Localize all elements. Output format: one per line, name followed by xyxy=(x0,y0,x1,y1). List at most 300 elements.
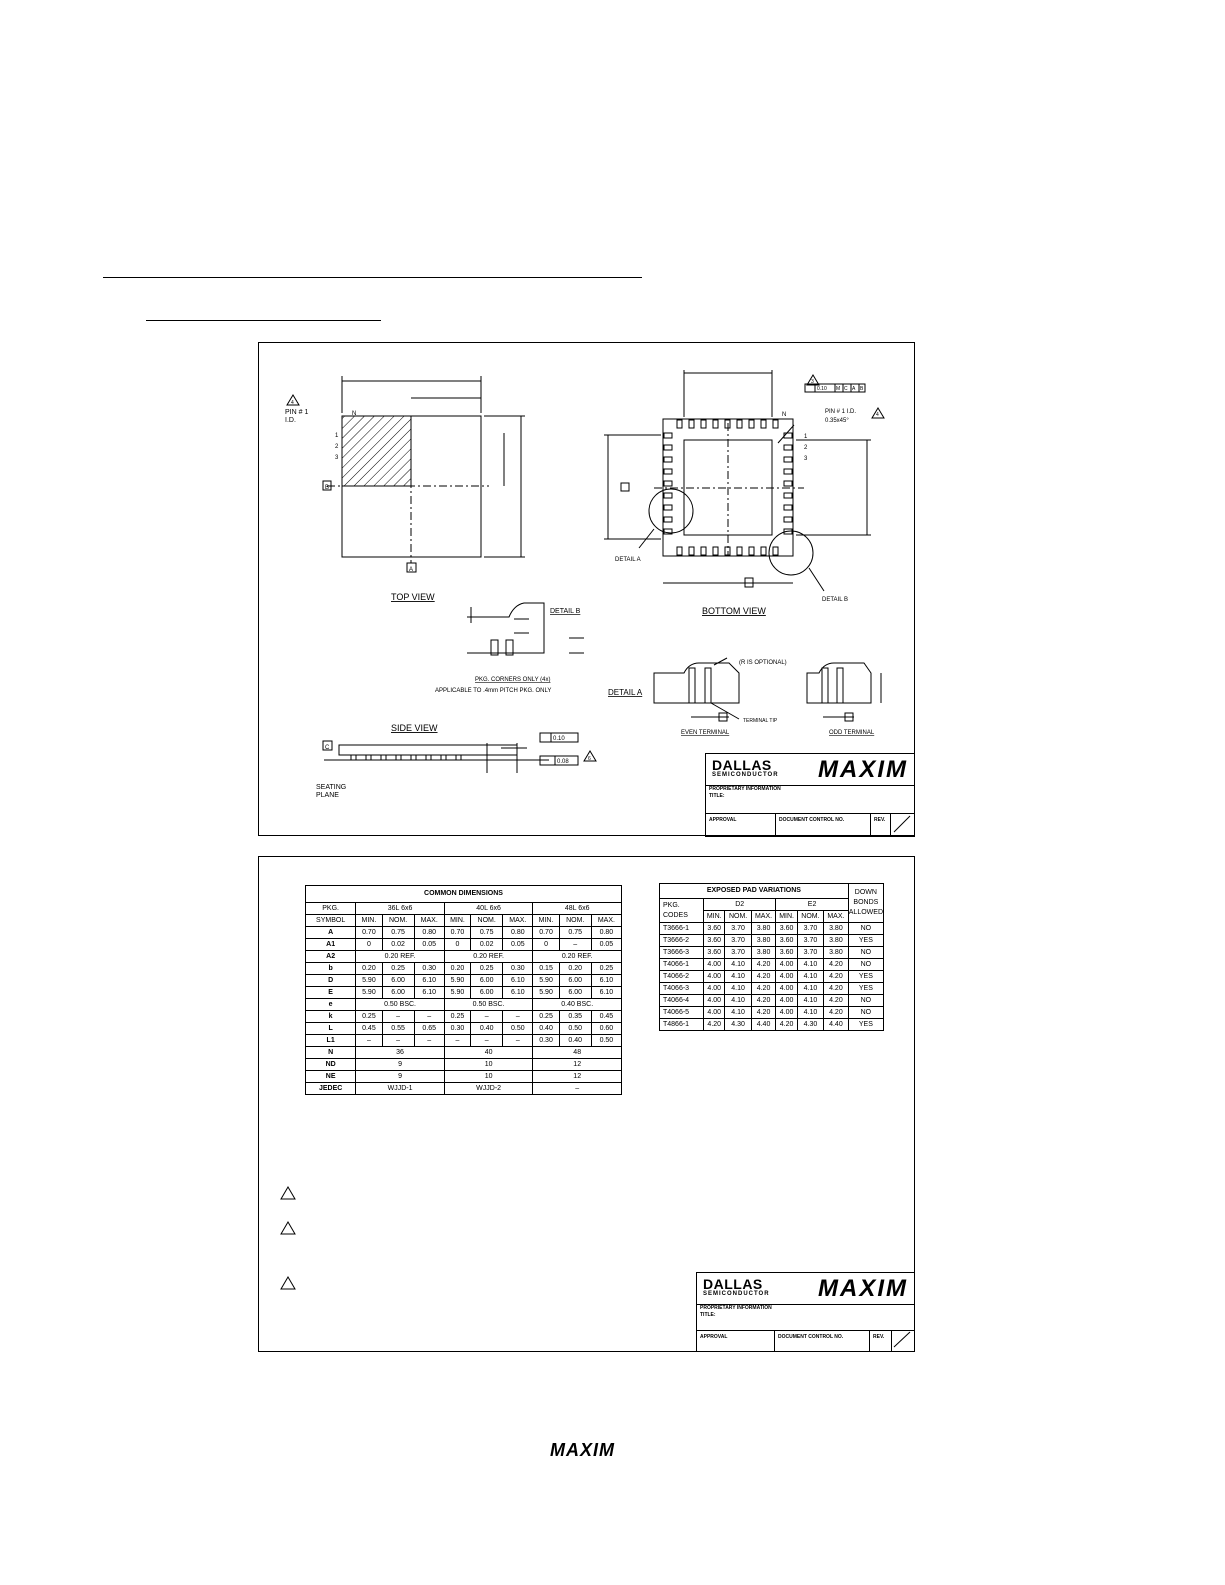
value-cell: 0.80 xyxy=(591,927,621,939)
value-cell: 4.00 xyxy=(704,971,725,983)
maxim-logo: MAXIM xyxy=(818,756,908,783)
pkg-code-cell: T4066-1 xyxy=(660,959,704,971)
fcf-value: 0.10 xyxy=(817,386,827,392)
pin-3-label: 3 xyxy=(335,455,339,461)
e2-header: E2 xyxy=(776,899,848,911)
value-cell: 4.20 xyxy=(824,971,849,983)
span-cell: 0.40 BSC. xyxy=(533,999,622,1011)
value-cell: 0.30 xyxy=(533,1035,559,1047)
value-cell: 4.20 xyxy=(824,1007,849,1019)
seating-label: SEATING xyxy=(316,784,347,791)
value-cell: – xyxy=(503,1011,533,1023)
value-cell: – xyxy=(382,1035,414,1047)
value-cell: 0.25 xyxy=(591,963,621,975)
common-dimensions-title: COMMON DIMENSIONS xyxy=(306,886,622,903)
value-cell: 3.70 xyxy=(797,947,823,959)
value-cell: 0.30 xyxy=(414,963,444,975)
value-cell: 3.60 xyxy=(704,947,725,959)
ep-sub-max: MAX. xyxy=(824,911,849,923)
drawing-panel-views xyxy=(258,342,915,836)
value-cell: – xyxy=(414,1035,444,1047)
symbol-cell: N xyxy=(306,1047,356,1059)
table-row xyxy=(306,1083,622,1095)
top-view-title: TOP VIEW xyxy=(391,592,435,602)
exposed-pad-title: EXPOSED PAD VARIATIONS xyxy=(660,884,849,899)
sub-nom: NOM. xyxy=(559,915,591,927)
note-flag-6: 6 xyxy=(588,756,591,762)
value-cell: 0.65 xyxy=(414,1023,444,1035)
pkg-code-cell: T4066-5 xyxy=(660,1007,704,1019)
ep-sub-min: MIN. xyxy=(776,911,797,923)
pin-1-label: 1 xyxy=(335,433,339,439)
approval-cell: APPROVAL xyxy=(697,1330,775,1351)
span-cell: WJJD-1 xyxy=(356,1083,445,1095)
odd-terminal-label: ODD TERMINAL xyxy=(829,730,875,736)
span-cell: 10 xyxy=(444,1059,533,1071)
symbol-cell: D xyxy=(306,975,356,987)
span-cell: WJJD-2 xyxy=(444,1083,533,1095)
flat-tol: 0.08 xyxy=(557,759,569,765)
value-cell: 0.55 xyxy=(382,1023,414,1035)
value-cell: 4.00 xyxy=(776,983,797,995)
pin-2-label: 2 xyxy=(335,444,339,450)
sub-max: MAX. xyxy=(591,915,621,927)
value-cell: 4.30 xyxy=(725,1019,751,1031)
ep-sub-max: MAX. xyxy=(751,911,776,923)
value-cell: 0 xyxy=(356,939,382,951)
down-bond-cell: NO xyxy=(848,947,883,959)
sub-nom: NOM. xyxy=(471,915,503,927)
sub-max: MAX. xyxy=(503,915,533,927)
pkg-codes-header: PKG. CODES xyxy=(660,899,704,923)
table-row xyxy=(306,1047,622,1059)
bottom-view-title: BOTTOM VIEW xyxy=(702,606,766,616)
value-cell: 0.40 xyxy=(471,1023,503,1035)
table-row xyxy=(306,927,622,939)
value-cell: – xyxy=(503,1035,533,1047)
value-cell: 4.20 xyxy=(704,1019,725,1031)
title-block-header xyxy=(706,754,914,786)
side-view-title: SIDE VIEW xyxy=(391,723,438,733)
title-block-1 xyxy=(705,753,915,837)
span-cell: 0.50 BSC. xyxy=(356,999,445,1011)
pkg-code-cell: T3666-1 xyxy=(660,923,704,935)
value-cell: 6.10 xyxy=(414,975,444,987)
value-cell: 0.30 xyxy=(503,963,533,975)
value-cell: 5.90 xyxy=(533,975,559,987)
span-cell: 12 xyxy=(533,1071,622,1083)
value-cell: 0.70 xyxy=(533,927,559,939)
value-cell: 3.80 xyxy=(751,923,776,935)
value-cell: 0.15 xyxy=(533,963,559,975)
value-cell: 3.80 xyxy=(824,923,849,935)
value-cell: 0 xyxy=(444,939,470,951)
common-dimensions-table xyxy=(305,885,622,1095)
value-cell: 4.00 xyxy=(704,959,725,971)
value-cell: 4.40 xyxy=(824,1019,849,1031)
value-cell: 6.00 xyxy=(559,987,591,999)
title-label: TITLE: xyxy=(700,1312,716,1318)
table-row xyxy=(660,971,884,983)
dallas-brand: DALLAS SEMICONDUCTOR xyxy=(712,757,779,778)
value-cell: – xyxy=(559,939,591,951)
value-cell: 4.10 xyxy=(797,1007,823,1019)
header-rule-2 xyxy=(146,320,381,321)
span-cell: 12 xyxy=(533,1059,622,1071)
detail-a-callout: DETAIL A xyxy=(615,557,641,563)
table-row xyxy=(660,935,884,947)
top-view xyxy=(287,376,525,572)
pkg-code-cell: T3666-2 xyxy=(660,935,704,947)
table-row xyxy=(306,963,622,975)
value-cell: 0.25 xyxy=(444,1011,470,1023)
rev-cell: REV. xyxy=(870,1330,892,1351)
even-terminal-label: EVEN TERMINAL xyxy=(681,730,730,736)
value-cell: 4.10 xyxy=(725,971,751,983)
value-cell: 0.75 xyxy=(471,927,503,939)
pkg-code-cell: T3666-3 xyxy=(660,947,704,959)
title-block-header xyxy=(697,1273,914,1305)
value-cell: 3.60 xyxy=(776,947,797,959)
down-bond-cell: NO xyxy=(848,923,883,935)
pkg-48l: 48L 6x6 xyxy=(533,903,622,915)
table-row xyxy=(306,1071,622,1083)
sub-min: MIN. xyxy=(356,915,382,927)
value-cell: 0.70 xyxy=(444,927,470,939)
symbol-cell: E xyxy=(306,987,356,999)
value-cell: 0.20 xyxy=(559,963,591,975)
value-cell: 6.10 xyxy=(503,975,533,987)
table-row xyxy=(660,959,884,971)
value-cell: 4.20 xyxy=(751,959,776,971)
value-cell: 3.70 xyxy=(797,923,823,935)
value-cell: 4.20 xyxy=(824,995,849,1007)
value-cell: 3.70 xyxy=(797,935,823,947)
pkg-code-cell: T4066-4 xyxy=(660,995,704,1007)
table-row xyxy=(306,975,622,987)
rev-cell: REV. xyxy=(871,813,891,836)
span-cell: 0.20 REF. xyxy=(533,951,622,963)
down-bond-cell: NO xyxy=(848,1007,883,1019)
pkg-code-cell: T4066-3 xyxy=(660,983,704,995)
value-cell: 0.75 xyxy=(382,927,414,939)
value-cell: – xyxy=(444,1035,470,1047)
terminal-tip-label: TERMINAL TIP xyxy=(743,718,778,724)
ep-sub-min: MIN. xyxy=(704,911,725,923)
value-cell: 0.45 xyxy=(356,1023,382,1035)
table-row xyxy=(306,1035,622,1047)
span-cell: 0.20 REF. xyxy=(444,951,533,963)
table-row xyxy=(660,1019,884,1031)
value-cell: 5.90 xyxy=(356,975,382,987)
value-cell: 6.10 xyxy=(591,987,621,999)
down-bonds-header: DOWN BONDS ALLOWED xyxy=(848,884,883,923)
table-row xyxy=(660,1007,884,1019)
value-cell: 4.00 xyxy=(776,971,797,983)
value-cell: 6.00 xyxy=(382,975,414,987)
plane-label: PLANE xyxy=(316,792,339,799)
table-row xyxy=(306,1023,622,1035)
table-row xyxy=(306,939,622,951)
value-cell: 4.20 xyxy=(751,971,776,983)
table-row xyxy=(660,983,884,995)
table-row xyxy=(660,947,884,959)
value-cell: 6.00 xyxy=(471,975,503,987)
value-cell: 0.50 xyxy=(503,1023,533,1035)
value-cell: 0.05 xyxy=(591,939,621,951)
value-cell: 4.10 xyxy=(725,983,751,995)
value-cell: 4.10 xyxy=(797,983,823,995)
datum-b-label: B xyxy=(325,485,330,491)
value-cell: 0.30 xyxy=(444,1023,470,1035)
value-cell: 6.00 xyxy=(559,975,591,987)
span-cell: 48 xyxy=(533,1047,622,1059)
value-cell: 4.00 xyxy=(704,1007,725,1019)
value-cell: 0.35 xyxy=(559,1011,591,1023)
value-cell: 4.20 xyxy=(751,983,776,995)
value-cell: 4.20 xyxy=(824,959,849,971)
pkg-36l: 36L 6x6 xyxy=(356,903,445,915)
footer-maxim-logo: MAXIM xyxy=(550,1440,615,1460)
value-cell: 0.02 xyxy=(382,939,414,951)
d2-header: D2 xyxy=(704,899,776,911)
symbol-label: SYMBOL xyxy=(306,915,356,927)
pin-1-bottom: 1 xyxy=(804,434,808,440)
down-bond-cell: YES xyxy=(848,983,883,995)
value-cell: 0.40 xyxy=(533,1023,559,1035)
pin-3-bottom: 3 xyxy=(804,456,808,462)
pin1-label-2: I.D. xyxy=(285,417,296,424)
table-row xyxy=(306,1011,622,1023)
pkg-40l: 40L 6x6 xyxy=(444,903,533,915)
value-cell: 6.00 xyxy=(471,987,503,999)
value-cell: – xyxy=(356,1035,382,1047)
symbol-cell: L xyxy=(306,1023,356,1035)
value-cell: 6.10 xyxy=(591,975,621,987)
span-cell: 36 xyxy=(356,1047,445,1059)
pin-n-label: N xyxy=(352,411,357,417)
symbol-cell: A xyxy=(306,927,356,939)
value-cell: 0.50 xyxy=(591,1035,621,1047)
exposed-pad-table xyxy=(659,883,884,1031)
value-cell: 3.70 xyxy=(725,923,751,935)
value-cell: – xyxy=(382,1011,414,1023)
approval-cell: APPROVAL xyxy=(706,813,776,836)
symbol-cell: b xyxy=(306,963,356,975)
parallel-tol: 0.10 xyxy=(553,736,565,742)
rev-slash xyxy=(892,812,912,834)
doc-control-cell: DOCUMENT CONTROL NO. xyxy=(776,813,871,836)
sub-nom: NOM. xyxy=(382,915,414,927)
value-cell: 0.05 xyxy=(414,939,444,951)
ep-sub-nom: NOM. xyxy=(797,911,823,923)
value-cell: 4.10 xyxy=(725,995,751,1007)
pkg-label: PKG. xyxy=(306,903,356,915)
value-cell: 4.10 xyxy=(725,1007,751,1019)
pin1-label: PIN # 1 xyxy=(285,409,309,416)
value-cell: 5.90 xyxy=(356,987,382,999)
title-label: TITLE: xyxy=(709,793,725,799)
value-cell: 4.10 xyxy=(797,995,823,1007)
value-cell: 4.20 xyxy=(776,1019,797,1031)
value-cell: 0.80 xyxy=(503,927,533,939)
value-cell: 0.02 xyxy=(471,939,503,951)
value-cell: 3.80 xyxy=(824,947,849,959)
value-cell: 3.80 xyxy=(751,947,776,959)
value-cell: 5.90 xyxy=(444,975,470,987)
sub-max: MAX. xyxy=(414,915,444,927)
down-bond-cell: YES xyxy=(848,1019,883,1031)
span-cell: 9 xyxy=(356,1059,445,1071)
proprietary-label: PROPRIETARY INFORMATION xyxy=(709,786,781,792)
span-cell: – xyxy=(533,1083,622,1095)
note-triangle-3 xyxy=(281,1277,295,1289)
value-cell: 0.05 xyxy=(503,939,533,951)
value-cell: 4.10 xyxy=(797,971,823,983)
table-row xyxy=(306,1059,622,1071)
title-block-2 xyxy=(696,1272,915,1352)
datum-a-label: A xyxy=(409,567,414,573)
down-bond-cell: YES xyxy=(848,935,883,947)
value-cell: 6.10 xyxy=(503,987,533,999)
down-bond-cell: NO xyxy=(848,995,883,1007)
value-cell: 4.40 xyxy=(751,1019,776,1031)
datum-c-label: C xyxy=(325,745,330,751)
pkg-corners-note: PKG. CORNERS ONLY (4x) xyxy=(475,677,551,683)
value-cell: 5.90 xyxy=(533,987,559,999)
proprietary-label: PROPRIETARY INFORMATION xyxy=(700,1305,772,1311)
header-rule-1 xyxy=(103,277,642,278)
ep-sub-nom: NOM. xyxy=(725,911,751,923)
note-flag-3: 3 xyxy=(811,379,814,385)
value-cell: 0.25 xyxy=(533,1011,559,1023)
table-row xyxy=(660,995,884,1007)
value-cell: 3.80 xyxy=(824,935,849,947)
value-cell: 4.00 xyxy=(704,983,725,995)
value-cell: 3.60 xyxy=(704,923,725,935)
pin-2-bottom: 2 xyxy=(804,445,808,451)
symbol-cell: L1 xyxy=(306,1035,356,1047)
span-cell: 9 xyxy=(356,1071,445,1083)
fcf-c: C xyxy=(844,386,848,392)
table-row xyxy=(306,999,622,1011)
symbol-cell: k xyxy=(306,1011,356,1023)
value-cell: – xyxy=(414,1011,444,1023)
detail-a-title: DETAIL A xyxy=(608,688,643,697)
fcf-m: M xyxy=(836,386,841,392)
fcf-b: B xyxy=(860,386,864,392)
value-cell: 0.80 xyxy=(414,927,444,939)
value-cell: 0.40 xyxy=(559,1035,591,1047)
chamfer-label: 0.35x45° xyxy=(825,418,849,424)
value-cell: 4.10 xyxy=(725,959,751,971)
symbol-cell: A2 xyxy=(306,951,356,963)
span-cell: 10 xyxy=(444,1071,533,1083)
maxim-logo: MAXIM xyxy=(818,1275,908,1302)
table-row xyxy=(306,951,622,963)
pkg-code-cell: T4066-2 xyxy=(660,971,704,983)
value-cell: 4.00 xyxy=(776,959,797,971)
value-cell: 0.20 xyxy=(356,963,382,975)
fcf-a: A xyxy=(852,386,856,392)
pin-n-bottom: N xyxy=(782,412,787,418)
note-triangle-1 xyxy=(281,1187,295,1199)
symbol-cell: A1 xyxy=(306,939,356,951)
value-cell: 4.20 xyxy=(751,1007,776,1019)
value-cell: 0.70 xyxy=(356,927,382,939)
value-cell: 6.00 xyxy=(382,987,414,999)
span-cell: 0.50 BSC. xyxy=(444,999,533,1011)
table-row xyxy=(660,923,884,935)
value-cell: 6.10 xyxy=(414,987,444,999)
note-flag-4-bottom: 4 xyxy=(876,412,879,418)
value-cell: 3.80 xyxy=(751,935,776,947)
value-cell: 0.50 xyxy=(559,1023,591,1035)
value-cell: 4.20 xyxy=(751,995,776,1007)
value-cell: – xyxy=(471,1035,503,1047)
rev-slash xyxy=(892,1329,912,1349)
value-cell: 4.10 xyxy=(797,959,823,971)
drawing-panel-tables xyxy=(258,856,915,1352)
pkg-code-cell: T4866-1 xyxy=(660,1019,704,1031)
symbol-cell: ND xyxy=(306,1059,356,1071)
title-row xyxy=(697,1310,914,1331)
value-cell: 0 xyxy=(533,939,559,951)
value-cell: 5.90 xyxy=(444,987,470,999)
value-cell: 4.00 xyxy=(776,995,797,1007)
value-cell: 0.25 xyxy=(356,1011,382,1023)
title-row xyxy=(706,791,914,814)
detail-a-drawing xyxy=(654,658,881,721)
symbol-cell: e xyxy=(306,999,356,1011)
value-cell: 3.70 xyxy=(725,935,751,947)
dallas-brand: DALLAS SEMICONDUCTOR xyxy=(703,1276,770,1297)
value-cell: – xyxy=(471,1011,503,1023)
value-cell: 0.75 xyxy=(559,927,591,939)
value-cell: 0.20 xyxy=(444,963,470,975)
span-cell: 40 xyxy=(444,1047,533,1059)
value-cell: 0.60 xyxy=(591,1023,621,1035)
value-cell: 3.70 xyxy=(725,947,751,959)
down-bond-cell: YES xyxy=(848,971,883,983)
value-cell: 4.00 xyxy=(776,1007,797,1019)
span-cell: 0.20 REF. xyxy=(356,951,445,963)
sub-min: MIN. xyxy=(444,915,470,927)
doc-control-cell: DOCUMENT CONTROL NO. xyxy=(775,1330,870,1351)
bottom-view xyxy=(604,370,884,591)
note-triangles xyxy=(279,1182,309,1302)
applicable-note: APPLICABLE TO .4mm PITCH PKG. ONLY xyxy=(435,688,552,694)
symbol-cell: NE xyxy=(306,1071,356,1083)
note-flag-4-top: 4 xyxy=(291,400,294,406)
symbol-cell: JEDEC xyxy=(306,1083,356,1095)
value-cell: 4.00 xyxy=(704,995,725,1007)
value-cell: 0.25 xyxy=(471,963,503,975)
down-bond-cell: NO xyxy=(848,959,883,971)
value-cell: 0.25 xyxy=(382,963,414,975)
value-cell: 0.45 xyxy=(591,1011,621,1023)
value-cell: 4.30 xyxy=(797,1019,823,1031)
sub-min: MIN. xyxy=(533,915,559,927)
detail-b-callout: DETAIL B xyxy=(822,597,849,603)
value-cell: 3.60 xyxy=(704,935,725,947)
r-optional-label: (R IS OPTIONAL) xyxy=(739,660,787,666)
pin1-id-bottom: PIN # 1 I.D. xyxy=(825,409,857,415)
detail-b-title: DETAIL B xyxy=(550,608,581,615)
note-triangle-2 xyxy=(281,1222,295,1234)
value-cell: 4.20 xyxy=(824,983,849,995)
value-cell: 3.60 xyxy=(776,935,797,947)
